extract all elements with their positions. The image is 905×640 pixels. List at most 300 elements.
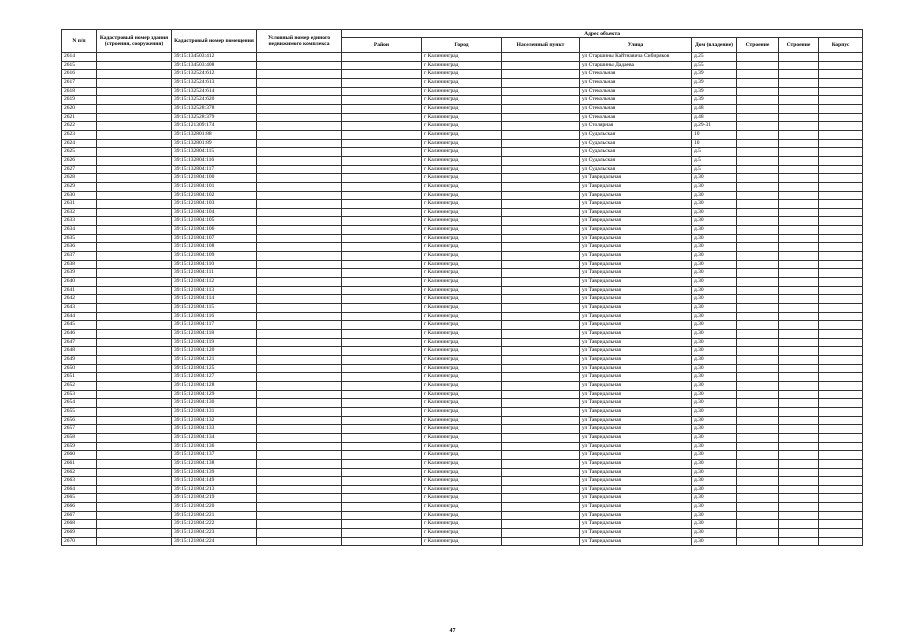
cell-row-number: 2646 <box>62 330 97 339</box>
cell-city: г Калининград <box>422 165 502 174</box>
table-row <box>62 208 863 217</box>
cell-city: г Калининград <box>422 312 502 321</box>
cell-premise-cadastral: 39:15:121804:107 <box>172 234 257 243</box>
cell-korpus <box>737 113 779 122</box>
cell-district <box>342 433 422 442</box>
cell-district <box>342 485 422 494</box>
cell-district <box>342 269 422 278</box>
cell-settlement <box>502 381 580 390</box>
cell-premise-cadastral: 39:15:121804:133 <box>172 425 257 434</box>
cell-flat <box>819 459 863 468</box>
cell-district <box>342 520 422 529</box>
cell-complex-number <box>257 278 342 287</box>
table-row <box>62 537 863 546</box>
cell-settlement <box>502 442 580 451</box>
cell-flat <box>819 148 863 157</box>
cell-settlement <box>502 130 580 139</box>
cell-flat <box>819 529 863 538</box>
cell-city: г Калининград <box>422 191 502 200</box>
cell-complex-number <box>257 485 342 494</box>
col-header-korpus: Строение <box>737 38 779 53</box>
table-row <box>62 459 863 468</box>
cell-house: д.30 <box>692 200 737 209</box>
cell-building-cadastral <box>97 269 172 278</box>
cell-premise-cadastral: 39:15:132524:612 <box>172 70 257 79</box>
table-row <box>62 139 863 148</box>
cell-flat <box>819 217 863 226</box>
cell-district <box>342 416 422 425</box>
cell-city: г Калининград <box>422 234 502 243</box>
cell-row-number: 2622 <box>62 122 97 131</box>
cell-building-cadastral <box>97 442 172 451</box>
cell-district <box>342 399 422 408</box>
cell-stroenie <box>779 364 819 373</box>
table-row <box>62 70 863 79</box>
cell-street: ул Тавридальная <box>580 511 692 520</box>
cell-row-number: 2650 <box>62 364 97 373</box>
cell-complex-number <box>257 234 342 243</box>
cell-stroenie <box>779 373 819 382</box>
cell-korpus <box>737 156 779 165</box>
cell-korpus <box>737 226 779 235</box>
cell-house: д.30 <box>692 433 737 442</box>
cell-city: г Калининград <box>422 70 502 79</box>
cell-stroenie <box>779 520 819 529</box>
cell-settlement <box>502 529 580 538</box>
cell-complex-number <box>257 295 342 304</box>
cell-row-number: 2628 <box>62 174 97 183</box>
cell-city: г Калининград <box>422 390 502 399</box>
table-row <box>62 304 863 313</box>
table-row <box>62 148 863 157</box>
cell-settlement <box>502 182 580 191</box>
cell-district <box>342 260 422 269</box>
cell-stroenie <box>779 511 819 520</box>
cell-korpus <box>737 407 779 416</box>
cell-complex-number <box>257 122 342 131</box>
cell-settlement <box>502 78 580 87</box>
cell-row-number: 2652 <box>62 381 97 390</box>
cell-street: ул Тавридальная <box>580 494 692 503</box>
cell-row-number: 2637 <box>62 252 97 261</box>
cell-premise-cadastral: 39:15:121804:112 <box>172 278 257 287</box>
cell-district <box>342 226 422 235</box>
cell-settlement <box>502 537 580 546</box>
cell-premise-cadastral: 39:15:134503:408 <box>172 61 257 70</box>
cell-building-cadastral <box>97 338 172 347</box>
cell-premise-cadastral: 39:15:121804:224 <box>172 537 257 546</box>
cell-premise-cadastral: 39:15:121804:119 <box>172 338 257 347</box>
cell-building-cadastral <box>97 200 172 209</box>
cell-stroenie <box>779 96 819 105</box>
cell-korpus <box>737 104 779 113</box>
cell-stroenie <box>779 347 819 356</box>
cell-building-cadastral <box>97 416 172 425</box>
cell-row-number: 2662 <box>62 468 97 477</box>
cell-settlement <box>502 312 580 321</box>
cell-row-number: 2620 <box>62 104 97 113</box>
cell-row-number: 2657 <box>62 425 97 434</box>
cell-stroenie <box>779 304 819 313</box>
cell-district <box>342 477 422 486</box>
cell-district <box>342 390 422 399</box>
cell-korpus <box>737 503 779 512</box>
cell-complex-number <box>257 494 342 503</box>
cell-district <box>342 139 422 148</box>
cell-complex-number <box>257 174 342 183</box>
cell-house: д.30 <box>692 425 737 434</box>
cell-flat <box>819 520 863 529</box>
cell-building-cadastral <box>97 208 172 217</box>
cell-korpus <box>737 61 779 70</box>
cell-premise-cadastral: 39:15:132524:614 <box>172 87 257 96</box>
cell-stroenie <box>779 182 819 191</box>
cell-building-cadastral <box>97 537 172 546</box>
cell-house: 10 <box>692 139 737 148</box>
cell-stroenie <box>779 234 819 243</box>
cell-row-number: 2630 <box>62 191 97 200</box>
cell-premise-cadastral: 39:15:121804:108 <box>172 243 257 252</box>
cell-premise-cadastral: 39:15:132801:89 <box>172 139 257 148</box>
cell-building-cadastral <box>97 226 172 235</box>
cell-flat <box>819 96 863 105</box>
cell-house: д.30 <box>692 390 737 399</box>
table-row <box>62 113 863 122</box>
cell-row-number: 2658 <box>62 433 97 442</box>
cell-row-number: 2654 <box>62 399 97 408</box>
cell-row-number: 2645 <box>62 321 97 330</box>
cell-street: ул Тавридальная <box>580 243 692 252</box>
table-row <box>62 425 863 434</box>
cell-district <box>342 96 422 105</box>
cell-stroenie <box>779 407 819 416</box>
cell-premise-cadastral: 39:15:121804:149 <box>172 477 257 486</box>
cell-flat <box>819 312 863 321</box>
cell-house: д.30 <box>692 511 737 520</box>
cell-house: д.5 <box>692 148 737 157</box>
cell-stroenie <box>779 208 819 217</box>
cell-korpus <box>737 96 779 105</box>
cell-building-cadastral <box>97 217 172 226</box>
cell-street: ул Тавридальная <box>580 425 692 434</box>
cell-complex-number <box>257 433 342 442</box>
cell-premise-cadastral: 39:15:121804:128 <box>172 381 257 390</box>
cell-complex-number <box>257 148 342 157</box>
cell-street: ул Тавридальная <box>580 312 692 321</box>
table-row <box>62 399 863 408</box>
cell-premise-cadastral: 39:15:121804:111 <box>172 269 257 278</box>
cell-building-cadastral <box>97 165 172 174</box>
cell-row-number: 2669 <box>62 529 97 538</box>
cell-building-cadastral <box>97 53 172 62</box>
cell-flat <box>819 364 863 373</box>
cell-flat <box>819 338 863 347</box>
cell-premise-cadastral: 39:15:121804:118 <box>172 330 257 339</box>
cell-settlement <box>502 295 580 304</box>
cell-stroenie <box>779 243 819 252</box>
cell-flat <box>819 243 863 252</box>
cell-settlement <box>502 53 580 62</box>
cell-house: д.30 <box>692 468 737 477</box>
cell-complex-number <box>257 304 342 313</box>
cell-complex-number <box>257 252 342 261</box>
cell-row-number: 2661 <box>62 459 97 468</box>
cell-house: д.39 <box>692 70 737 79</box>
cell-premise-cadastral: 39:15:121804:103 <box>172 200 257 209</box>
cell-korpus <box>737 87 779 96</box>
table-row <box>62 226 863 235</box>
cell-building-cadastral <box>97 174 172 183</box>
cell-flat <box>819 390 863 399</box>
cell-district <box>342 304 422 313</box>
cell-complex-number <box>257 130 342 139</box>
cell-row-number: 2644 <box>62 312 97 321</box>
cell-premise-cadastral: 39:15:121804:104 <box>172 208 257 217</box>
cell-korpus <box>737 494 779 503</box>
cell-korpus <box>737 485 779 494</box>
cell-flat <box>819 61 863 70</box>
cell-street: ул Стекольная <box>580 70 692 79</box>
cell-settlement <box>502 148 580 157</box>
table-row <box>62 78 863 87</box>
cell-complex-number <box>257 208 342 217</box>
cell-building-cadastral <box>97 278 172 287</box>
cell-flat <box>819 78 863 87</box>
cell-city: г Калининград <box>422 485 502 494</box>
cell-flat <box>819 330 863 339</box>
cell-street: ул Тавридальная <box>580 433 692 442</box>
cell-street: ул Тавридальная <box>580 174 692 183</box>
cell-korpus <box>737 260 779 269</box>
table-row <box>62 191 863 200</box>
cell-building-cadastral <box>97 191 172 200</box>
cell-building-cadastral <box>97 529 172 538</box>
cell-house: д.30 <box>692 252 737 261</box>
cell-street: ул Тавридальная <box>580 407 692 416</box>
cell-city: г Калининград <box>422 511 502 520</box>
cell-house: д.30 <box>692 416 737 425</box>
cell-house: д.30 <box>692 234 737 243</box>
table-row <box>62 373 863 382</box>
cell-flat <box>819 381 863 390</box>
cell-house: д.30 <box>692 243 737 252</box>
cell-flat <box>819 156 863 165</box>
cell-house: д.30 <box>692 399 737 408</box>
table-row <box>62 485 863 494</box>
cell-row-number: 2668 <box>62 520 97 529</box>
cell-premise-cadastral: 39:15:121804:100 <box>172 174 257 183</box>
table-row <box>62 477 863 486</box>
cell-district <box>342 191 422 200</box>
table-row <box>62 494 863 503</box>
cell-premise-cadastral: 39:15:121804:105 <box>172 217 257 226</box>
cell-settlement <box>502 226 580 235</box>
cell-street: ул Судальская <box>580 148 692 157</box>
cell-district <box>342 511 422 520</box>
cell-building-cadastral <box>97 286 172 295</box>
cell-flat <box>819 286 863 295</box>
cell-building-cadastral <box>97 494 172 503</box>
cell-street: ул Судальская <box>580 156 692 165</box>
cell-settlement <box>502 425 580 434</box>
cell-street: ул Тавридальная <box>580 338 692 347</box>
table-row <box>62 278 863 287</box>
cell-complex-number <box>257 355 342 364</box>
cell-flat <box>819 304 863 313</box>
cell-street: ул Стекольная <box>580 96 692 105</box>
cell-building-cadastral <box>97 96 172 105</box>
cell-house: д.30 <box>692 537 737 546</box>
cell-city: г Калининград <box>422 537 502 546</box>
cell-district <box>342 53 422 62</box>
cell-building-cadastral <box>97 407 172 416</box>
cell-settlement <box>502 260 580 269</box>
cell-premise-cadastral: 39:15:121804:132 <box>172 416 257 425</box>
cell-settlement <box>502 304 580 313</box>
table-body <box>62 53 863 546</box>
cell-settlement <box>502 286 580 295</box>
cell-street: ул Тавридальная <box>580 520 692 529</box>
cell-stroenie <box>779 494 819 503</box>
cell-korpus <box>737 278 779 287</box>
cell-street: ул Стекольная <box>580 87 692 96</box>
cell-row-number: 2626 <box>62 156 97 165</box>
table-row <box>62 234 863 243</box>
cell-row-number: 2633 <box>62 217 97 226</box>
cell-house: д.30 <box>692 373 737 382</box>
cell-street: ул Тавридальная <box>580 252 692 261</box>
cell-stroenie <box>779 321 819 330</box>
cell-complex-number <box>257 191 342 200</box>
cell-flat <box>819 174 863 183</box>
cell-building-cadastral <box>97 182 172 191</box>
cell-city: г Калининград <box>422 104 502 113</box>
cell-stroenie <box>779 312 819 321</box>
cell-complex-number <box>257 338 342 347</box>
cell-house: д.30 <box>692 520 737 529</box>
cell-stroenie <box>779 191 819 200</box>
cell-house: д.30 <box>692 503 737 512</box>
cell-row-number: 2616 <box>62 70 97 79</box>
table-row <box>62 252 863 261</box>
cell-district <box>342 451 422 460</box>
cell-premise-cadastral: 39:15:132528:378 <box>172 104 257 113</box>
cell-city: г Калининград <box>422 442 502 451</box>
table-row <box>62 451 863 460</box>
col-header-flat: Корпус <box>819 38 863 53</box>
cell-district <box>342 61 422 70</box>
cell-city: г Калининград <box>422 243 502 252</box>
cell-district <box>342 355 422 364</box>
cell-district <box>342 468 422 477</box>
cell-stroenie <box>779 61 819 70</box>
cell-flat <box>819 122 863 131</box>
cell-row-number: 2618 <box>62 87 97 96</box>
col-header-premise-cadastral: Кадастровый номер помещения <box>172 30 257 53</box>
cell-city: г Калининград <box>422 425 502 434</box>
cell-house: д.30 <box>692 295 737 304</box>
cell-city: г Калининград <box>422 130 502 139</box>
cell-house: д.30 <box>692 312 737 321</box>
cell-city: г Калининград <box>422 451 502 460</box>
cell-settlement <box>502 520 580 529</box>
cell-building-cadastral <box>97 70 172 79</box>
cell-district <box>342 278 422 287</box>
cell-house: д.30 <box>692 407 737 416</box>
cell-city: г Калининград <box>422 174 502 183</box>
cell-complex-number <box>257 156 342 165</box>
cell-complex-number <box>257 96 342 105</box>
cell-district <box>342 347 422 356</box>
cell-flat <box>819 442 863 451</box>
cell-korpus <box>737 459 779 468</box>
cell-premise-cadastral: 39:15:121804:113 <box>172 286 257 295</box>
cell-stroenie <box>779 399 819 408</box>
cell-stroenie <box>779 104 819 113</box>
cell-korpus <box>737 252 779 261</box>
cell-stroenie <box>779 416 819 425</box>
cell-city: г Калининград <box>422 347 502 356</box>
cell-street: ул Столярная <box>580 122 692 131</box>
cell-premise-cadastral: 39:15:121804:109 <box>172 252 257 261</box>
cell-premise-cadastral: 39:15:121804:219 <box>172 494 257 503</box>
cell-flat <box>819 295 863 304</box>
table-row <box>62 269 863 278</box>
cell-city: г Калининград <box>422 355 502 364</box>
cell-house: д.5 <box>692 156 737 165</box>
cell-flat <box>819 260 863 269</box>
cell-house: д.30 <box>692 278 737 287</box>
cell-korpus <box>737 425 779 434</box>
cell-complex-number <box>257 165 342 174</box>
cell-building-cadastral <box>97 390 172 399</box>
cell-complex-number <box>257 468 342 477</box>
cell-flat <box>819 433 863 442</box>
cell-street: ул Тавридальная <box>580 373 692 382</box>
cell-settlement <box>502 113 580 122</box>
cell-flat <box>819 87 863 96</box>
col-header-address-group: Адрес объекта <box>342 30 863 38</box>
cell-row-number: 2619 <box>62 96 97 105</box>
cell-complex-number <box>257 87 342 96</box>
cell-building-cadastral <box>97 156 172 165</box>
cell-city: г Калининград <box>422 373 502 382</box>
cell-korpus <box>737 364 779 373</box>
cell-district <box>342 156 422 165</box>
cell-district <box>342 252 422 261</box>
cell-flat <box>819 355 863 364</box>
cell-stroenie <box>779 468 819 477</box>
cell-house: 10 <box>692 130 737 139</box>
cell-street: ул Тавридальная <box>580 381 692 390</box>
cell-settlement <box>502 330 580 339</box>
cell-premise-cadastral: 39:15:121804:137 <box>172 451 257 460</box>
cell-street: ул Тавридальная <box>580 321 692 330</box>
cell-settlement <box>502 104 580 113</box>
cell-complex-number <box>257 520 342 529</box>
cell-complex-number <box>257 364 342 373</box>
cell-house: д.30 <box>692 381 737 390</box>
cell-row-number: 2666 <box>62 503 97 512</box>
cell-street: ул Тавридальная <box>580 503 692 512</box>
cell-complex-number <box>257 390 342 399</box>
cell-house: д.30 <box>692 529 737 538</box>
cell-stroenie <box>779 338 819 347</box>
cell-flat <box>819 104 863 113</box>
cell-stroenie <box>779 503 819 512</box>
cell-building-cadastral <box>97 130 172 139</box>
cell-street: ул Тавридальная <box>580 459 692 468</box>
